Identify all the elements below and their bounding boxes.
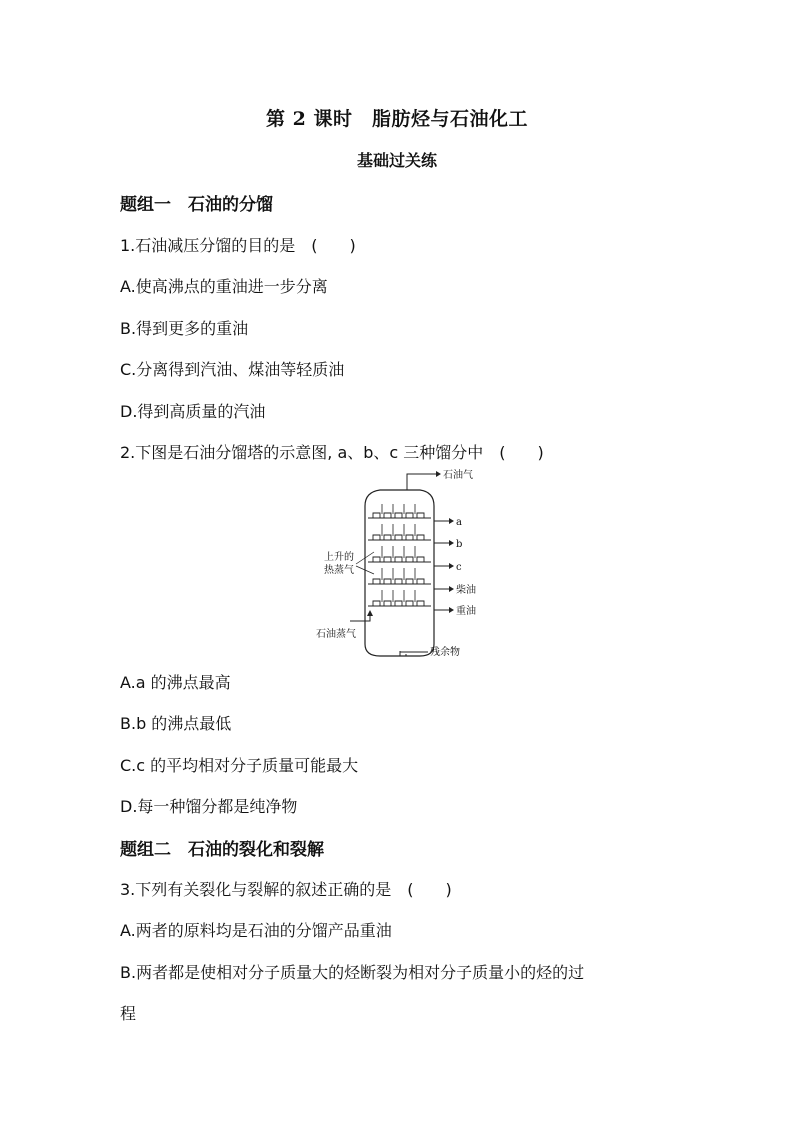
group-heading-1: 题组一 石油的分馏 — [120, 195, 273, 215]
top-outlet-arrow — [436, 471, 441, 477]
top-outlet-pipe — [407, 474, 438, 490]
question-1-stem: 1.石油减压分馏的目的是 ( ) — [120, 236, 356, 255]
question-2-stem: 2.下图是石油分馏塔的示意图, a、b、c 三种馏分中 ( ) — [120, 443, 544, 462]
question-3-option-b-continued: 程 — [120, 1004, 137, 1023]
question-2-option-c: C.c 的平均相对分子质量可能最大 — [120, 756, 359, 775]
fractionating-tower-diagram — [310, 466, 490, 662]
question-1-option-c: C.分离得到汽油、煤油等轻质油 — [120, 360, 345, 379]
outlet-arrowheads — [449, 518, 454, 613]
label-rising-line1: 上升的 — [324, 552, 354, 563]
bubble-caps-5 — [373, 601, 424, 606]
label-b: b — [456, 539, 463, 550]
question-3-option-b: B.两者都是使相对分子质量大的烃断裂为相对分子质量小的烃的过 — [120, 963, 585, 982]
label-c: c — [456, 562, 462, 573]
question-2-option-d: D.每一种馏分都是纯净物 — [120, 797, 298, 816]
tray-plates — [368, 518, 431, 606]
label-feed: 石油蒸气 — [316, 629, 356, 640]
label-petroleum-gas: 石油气 — [443, 470, 473, 481]
label-heavy-oil: 重油 — [456, 606, 476, 617]
bubble-caps-1 — [373, 513, 424, 518]
feed-inlet-pipe — [350, 612, 370, 621]
question-1-option-d: D.得到高质量的汽油 — [120, 402, 266, 421]
label-a: a — [456, 517, 462, 528]
bubble-caps-3 — [373, 557, 424, 562]
question-1-option-a: A.使高沸点的重油进一步分离 — [120, 277, 328, 296]
feed-inlet-arrow — [367, 610, 373, 616]
question-2-option-b: B.b 的沸点最低 — [120, 714, 232, 733]
bubble-caps-2 — [373, 535, 424, 540]
question-3-stem: 3.下列有关裂化与裂解的叙述正确的是 ( ) — [120, 880, 452, 899]
label-residue: 残余物 — [430, 647, 460, 658]
question-2-option-a: A.a 的沸点最高 — [120, 673, 231, 692]
label-rising-line2: 热蒸气 — [324, 565, 354, 576]
tray-group — [368, 513, 431, 606]
question-3-option-a: A.两者的原料均是石油的分馏产品重油 — [120, 921, 392, 940]
vapor-arrows — [382, 504, 415, 602]
label-diesel: 柴油 — [456, 585, 476, 596]
group-heading-2: 题组二 石油的裂化和裂解 — [120, 840, 324, 860]
section-subtitle: 基础过关练 — [356, 151, 437, 170]
bubble-caps-4 — [373, 579, 424, 584]
side-outlets — [400, 521, 450, 656]
question-1-option-b: B.得到更多的重油 — [120, 319, 249, 338]
lesson-title: 第 2 课时 脂肪烃与石油化工 — [266, 108, 528, 130]
